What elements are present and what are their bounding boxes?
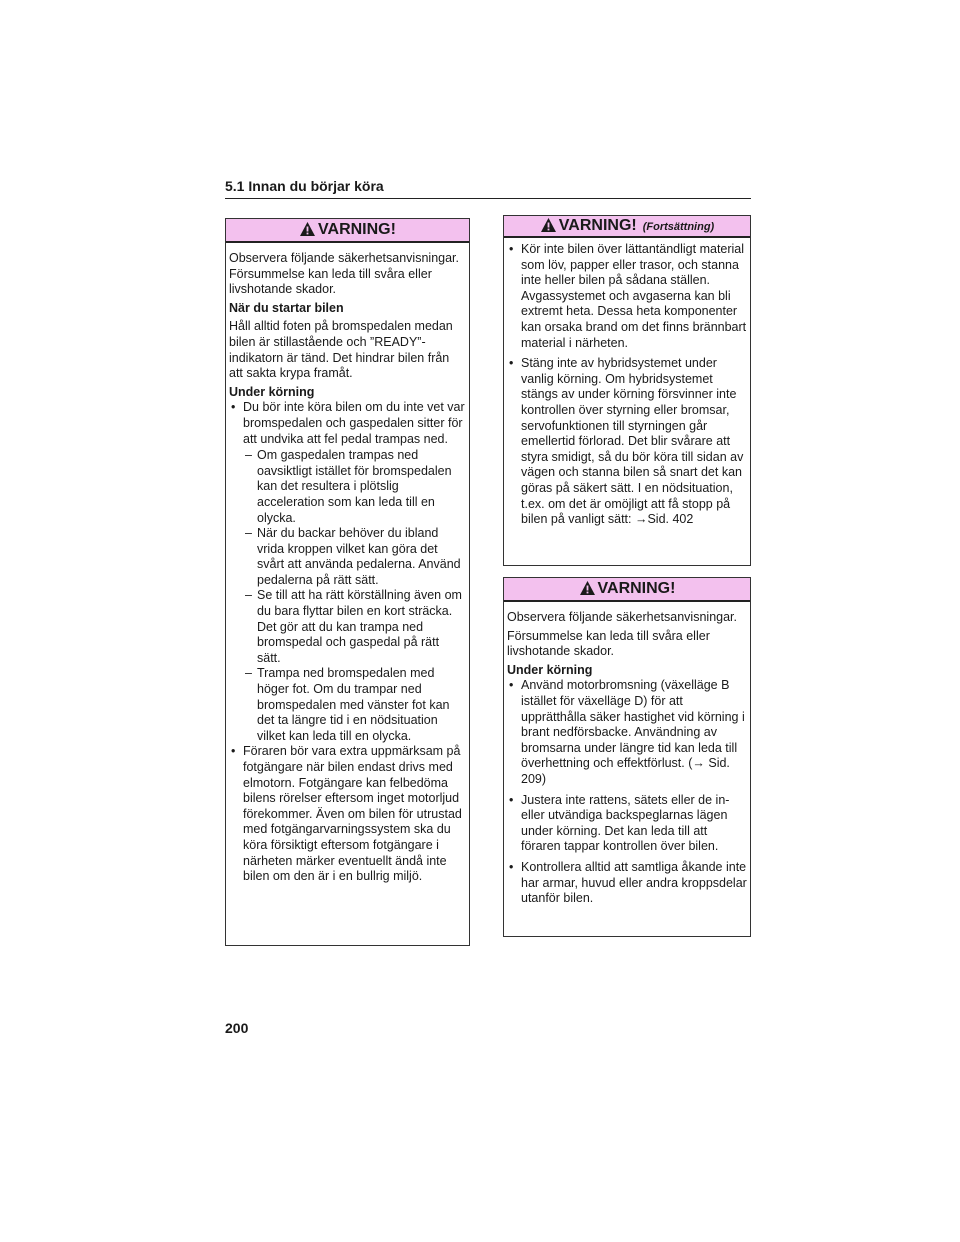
- continuation-label: (Fortsättning): [642, 221, 715, 233]
- warning-header: [504, 216, 750, 238]
- subheading: Under körning: [507, 662, 593, 677]
- bullet-item: • Stäng inte av hybridsystemet under vanlig körning. Om hybridsystemet stängs av under körning försvinner inte kontrollen över styrning eller bromsar, servofunktionen till styrningen går emellertid förlorad. Det blir svårare att styra smidigt, så du bör köra till sidan av vägen och stanna bilen så snart det kan göras på säkert sätt. I en nödsituation, t.ex. om det är omöjligt att få stopp på bilen på vanligt sätt: →Sid. 402: [507, 356, 747, 528]
- warning-triangle-icon: [540, 217, 557, 233]
- bullet-item: • Du bör inte köra bilen om du inte vet var bromspedalen och gaspedalen sitter för att undvika att fel pedal trampas ned.: [229, 400, 466, 447]
- warning-header: [504, 578, 750, 602]
- bullet-item: • Kontrollera alltid att samtliga åkande inte har armar, huvud eller andra kroppsdelar utanför bilen.: [507, 860, 747, 907]
- warning-box-left: [225, 218, 470, 946]
- subheading: Under körning: [229, 384, 315, 399]
- warning-title: VARNING!: [597, 580, 676, 597]
- intro-text: Observera följande säkerhetsanvisningar.: [507, 610, 737, 624]
- bullet-item: • Justera inte rattens, sätets eller de in- eller utvändiga backspeglarnas lägen under körning. Det kan leda till att föraren tappar kontrollen över bilen.: [507, 793, 747, 855]
- dash-item: – Om gaspedalen trampas ned oavsiktligt istället för bromspedalen kan det resultera i plötslig acceleration som kan leda till en olycka.: [229, 448, 466, 526]
- paragraph: Försummelse kan leda till svåra eller livshotande skador.: [507, 628, 710, 659]
- warning-header: [226, 219, 469, 243]
- bullet-item: • Använd motorbromsning (växelläge B istället för växelläge D) för att upprätthålla säker hastighet vid körning i brant nedförsbacke. Användning av bromsarna under längre tid kan leda till överhettning och effektförlust. (→ Sid. 209): [507, 678, 747, 787]
- warning-title: VARNING!: [558, 217, 637, 234]
- warning-box-right: [503, 577, 751, 937]
- warning-box-right-continued: [503, 215, 751, 566]
- subheading: När du startar bilen: [229, 300, 344, 315]
- paragraph: Håll alltid foten på bromspedalen medan bilen är stillastående och ”READY”-indikatorn är tänd. Det hindrar bilen från att sakta krypa framåt.: [229, 319, 453, 381]
- bullet-item: • Föraren bör vara extra uppmärksam på fotgängare när bilen endast drivs med elmotorn. Fotgängare kan felbedöma bilens rörelser eftersom inget motorljud förekommer. Även om bilen för utrustad med fotgängarvarningssystem ska du köra försiktigt eftersom fotgängare i närheten märker eventuellt ändå inte bilen om den är i en bullrig miljö.: [229, 744, 466, 884]
- dash-item: – Se till att ha rätt körställning även om du bara flyttar bilen en kort sträcka. Det gör att du kan trampa ned bromspedal och gaspedal på rätt sätt.: [229, 588, 466, 666]
- dash-item: – Trampa ned bromspedalen med höger fot. Om du trampar ned bromspedalen med vänster fot kan det ta längre tid i en nödsituation vilket kan leda till en olycka.: [229, 666, 466, 744]
- bullet-item: • Kör inte bilen över lättantändligt material som löv, papper eller trasor, och stanna inte heller bilen på sådana ställen. Avgassystemet och avgaserna kan bli extremt heta. Dessa heta komponenter kan orsaka brand om det finns brännbart material i närheten.: [507, 242, 747, 351]
- warning-triangle-icon: [579, 580, 596, 596]
- page-number: 200: [225, 1020, 249, 1036]
- warning-title: VARNING!: [318, 221, 396, 238]
- warning-triangle-icon: [299, 221, 316, 237]
- intro-text: Observera följande säkerhetsanvisningar. Försummelse kan leda till svåra eller livshotande skador.: [229, 251, 459, 297]
- dash-item: – När du backar behöver du ibland vrida kroppen vilket kan göra det svårt att använda pedalerna. Använd pedalerna på rätt sätt.: [229, 526, 466, 588]
- section-header: 5.1 Innan du börjar köra: [225, 178, 751, 199]
